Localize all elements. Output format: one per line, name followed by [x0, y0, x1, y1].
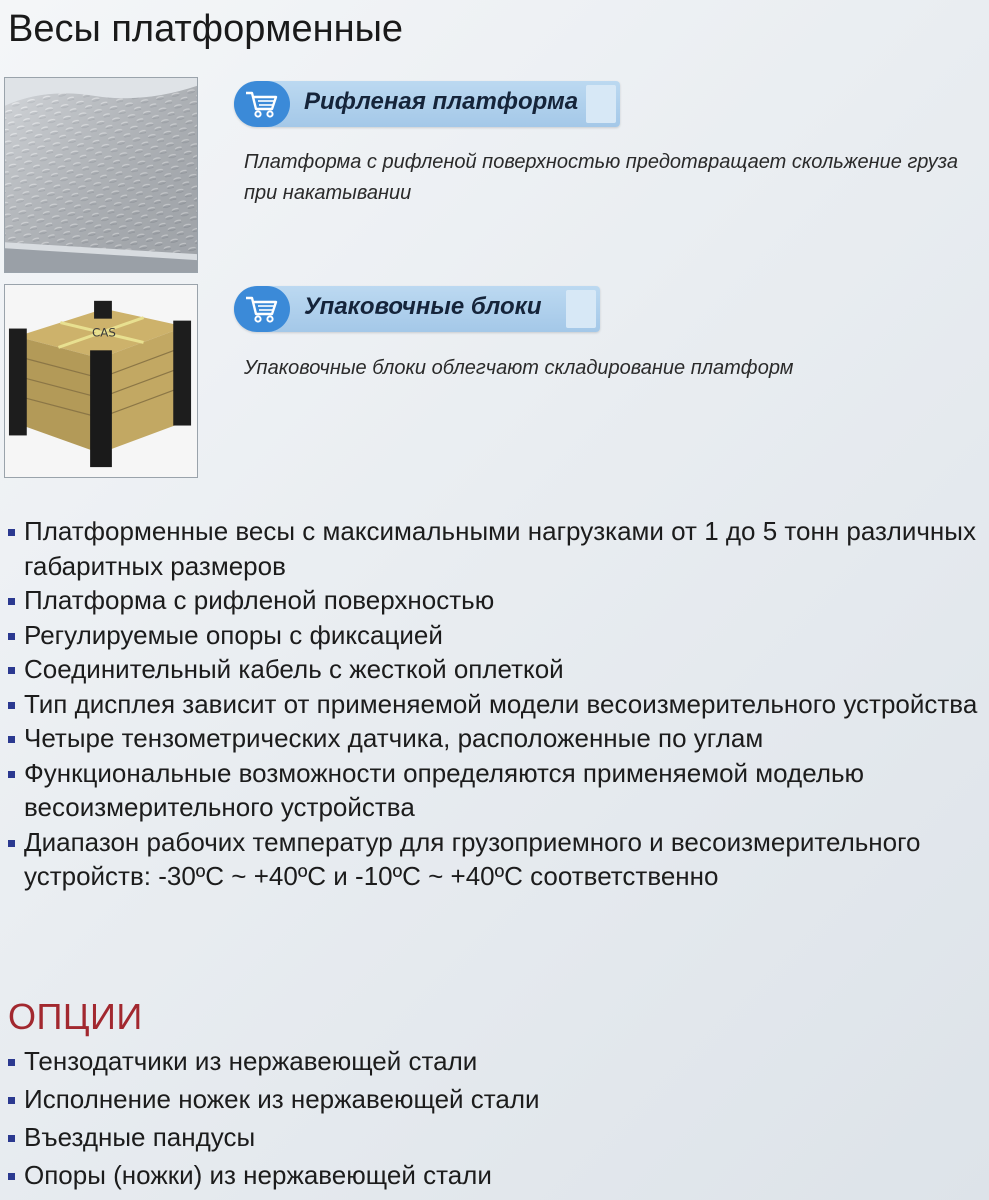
list-item: Платформенные весы с максимальными нагрузками от 1 до 5 тонн различных габаритных размеров	[0, 514, 985, 583]
list-item: Диапазон рабочих температур для грузоприемного и весоизмерительного устройств: -30ºC ~ +40ºC и -10ºC ~ +40ºC соответственно	[0, 825, 985, 894]
list-item: Четыре тензометрических датчика, расположенные по углам	[0, 721, 985, 756]
feature-badge-ribbed-platform	[234, 81, 620, 127]
feature-label: Рифленая платформа	[304, 88, 579, 115]
ribbed-platform-photo	[4, 77, 198, 273]
packaging-blocks-photo	[4, 284, 198, 478]
list-item: Тензодатчики из нержавеющей стали	[0, 1042, 985, 1080]
specs-list	[0, 514, 985, 894]
feature-description: Упаковочные блоки облегчают складирование платформ	[244, 357, 794, 379]
list-item: Исполнение ножек из нержавеющей стали	[0, 1080, 985, 1118]
list-item: Въездные пандусы	[0, 1118, 985, 1156]
shopping-cart-icon	[234, 286, 290, 332]
shopping-cart-icon	[234, 81, 290, 127]
options-list	[0, 1042, 985, 1194]
feature-description: Платформа с рифленой поверхностью предотвращает скольжение груза при накатывании	[244, 151, 958, 204]
badge-tail	[586, 85, 616, 123]
page-title: Весы платформенные	[8, 8, 404, 50]
list-item: Регулируемые опоры с фиксацией	[0, 618, 985, 653]
feature-label: Упаковочные блоки	[304, 293, 542, 320]
list-item: Платформа с рифленой поверхностью	[0, 583, 985, 618]
list-item: Тип дисплея зависит от применяемой модели весоизмерительного устройства	[0, 687, 985, 722]
svg-text:CAS: CAS	[92, 325, 116, 340]
list-item: Функциональные возможности определяются применяемой моделью весоизмерительного устройства	[0, 756, 985, 825]
options-heading: ОПЦИИ	[8, 996, 143, 1037]
list-item: Опоры (ножки) из нержавеющей стали	[0, 1156, 985, 1194]
list-item: Соединительный кабель с жесткой оплеткой	[0, 652, 985, 687]
badge-tail	[566, 290, 596, 328]
feature-badge-packaging-blocks	[234, 286, 600, 332]
